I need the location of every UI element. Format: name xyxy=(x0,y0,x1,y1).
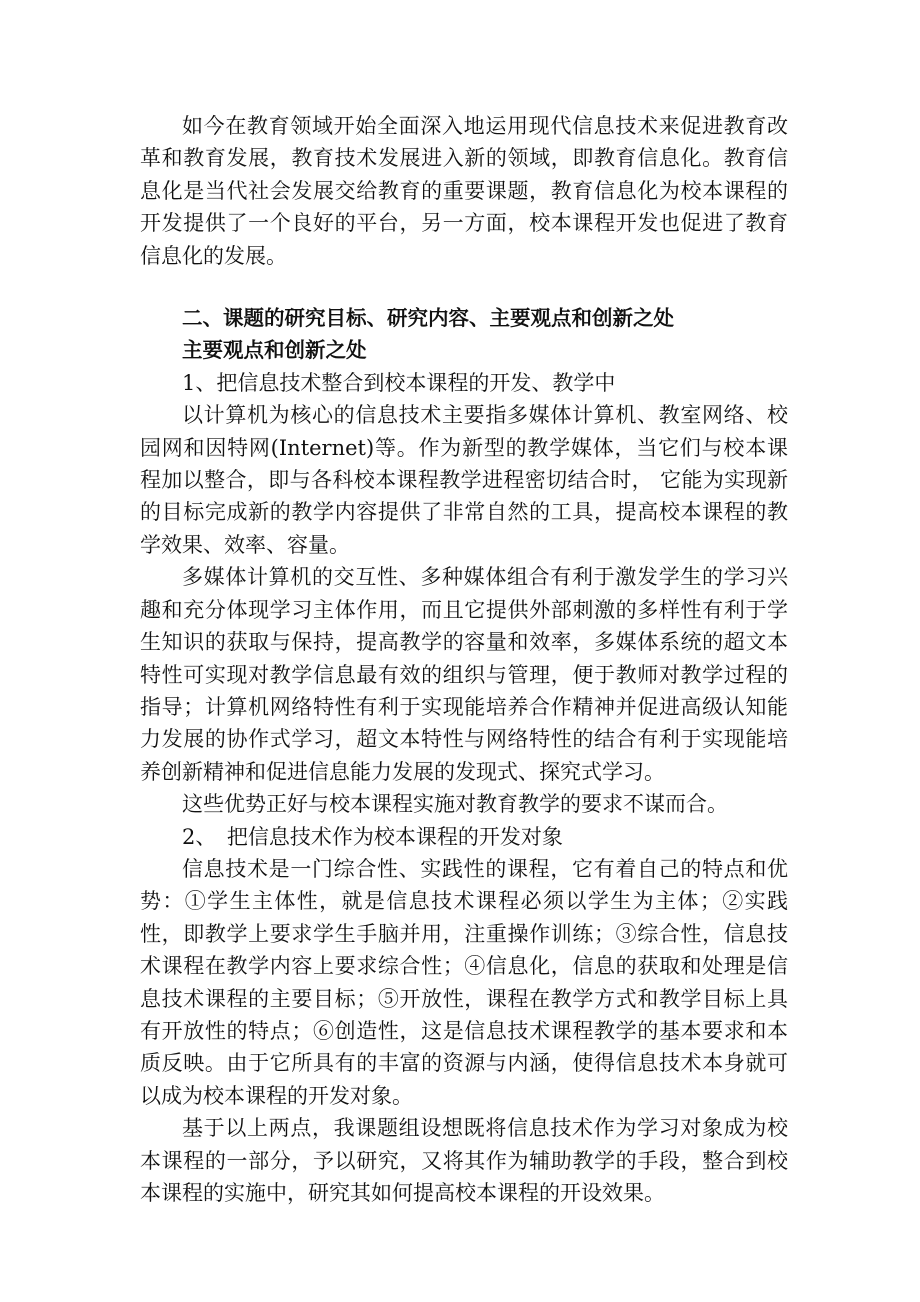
document-page xyxy=(140,110,788,1209)
point-1-paragraph-2: 多媒体计算机的交互性、多种媒体组合有利于激发学生的学习兴趣和充分体现学习主体作用，而且它提供外部刺激的多样性有利于学生知识的获取与保持，提高教学的容量和效率，多媒体系统的超文本特性可实现对教学信息最有效的组织与管理，便于教师对教学过程的指导；计算机网络特性有利于实现能培养合作精神并促进高级认知能力发展的协作式学习，超文本特性与网络特性的结合有利于实现能培养创新精神和促进信息能力发展的发现式、探究式学习。 xyxy=(140,565,788,784)
intro-paragraph: 如今在教育领域开始全面深入地运用现代信息技术来促进教育改革和教育发展，教育技术发展进入新的领域，即教育信息化。教育信息化是当代社会发展交给教育的重要课题，教育信息化为校本课程的开发提供了一个良好的平台，另一方面，校本课程开发也促进了教育信息化的发展。 xyxy=(140,114,788,268)
section-heading: 二、课题的研究目标、研究内容、主要观点和创新之处 xyxy=(182,306,674,331)
point-2-paragraph-1: 信息技术是一门综合性、实践性的课程，它有着自己的特点和优势：①学生主体性，就是信息技术课程必须以学生为主体；②实践性，即教学上要求学生手脑并用，注重操作训练；③综合性，信息技术课程在教学内容上要求综合性；④信息化，信息的获取和处理是信息技术课程的主要目标；⑤开放性，课程在教学方式和教学目标上具有开放性的特点；⑥创造性，这是信息技术课程教学的基本要求和本质反映。由于它所具有的丰富的资源与内涵，使得信息技术本身就可以成为校本课程的开发对象。 xyxy=(140,856,788,1108)
point-1-paragraph-1: 以计算机为核心的信息技术主要指多媒体计算机、教室网络、校园网和因特网(Internet)等。作为新型的教学媒体，当它们与校本课程加以整合，即与各科校本课程教学进程密切结合时， 它能为实现新的目标完成新的教学内容提供了非常自然的工具，提高校本课程的教学效果、效率、容量。 xyxy=(140,403,788,557)
point-2-title: 2、 把信息技术作为校本课程的开发对象 xyxy=(182,824,563,849)
sub-heading: 主要观点和创新之处 xyxy=(182,338,367,363)
paragraph-spacer xyxy=(140,272,788,302)
point-1-paragraph-3: 这些优势正好与校本课程实施对教育教学的要求不谋而合。 xyxy=(182,792,728,817)
point-1-title: 1、把信息技术整合到校本课程的开发、教学中 xyxy=(182,370,616,395)
conclusion-paragraph: 基于以上两点，我课题组设想既将信息技术作为学习对象成为校本课程的一部分，予以研究，又将其作为辅助教学的手段，整合到校本课程的实施中，研究其如何提高校本课程的开设效果。 xyxy=(140,1116,788,1205)
